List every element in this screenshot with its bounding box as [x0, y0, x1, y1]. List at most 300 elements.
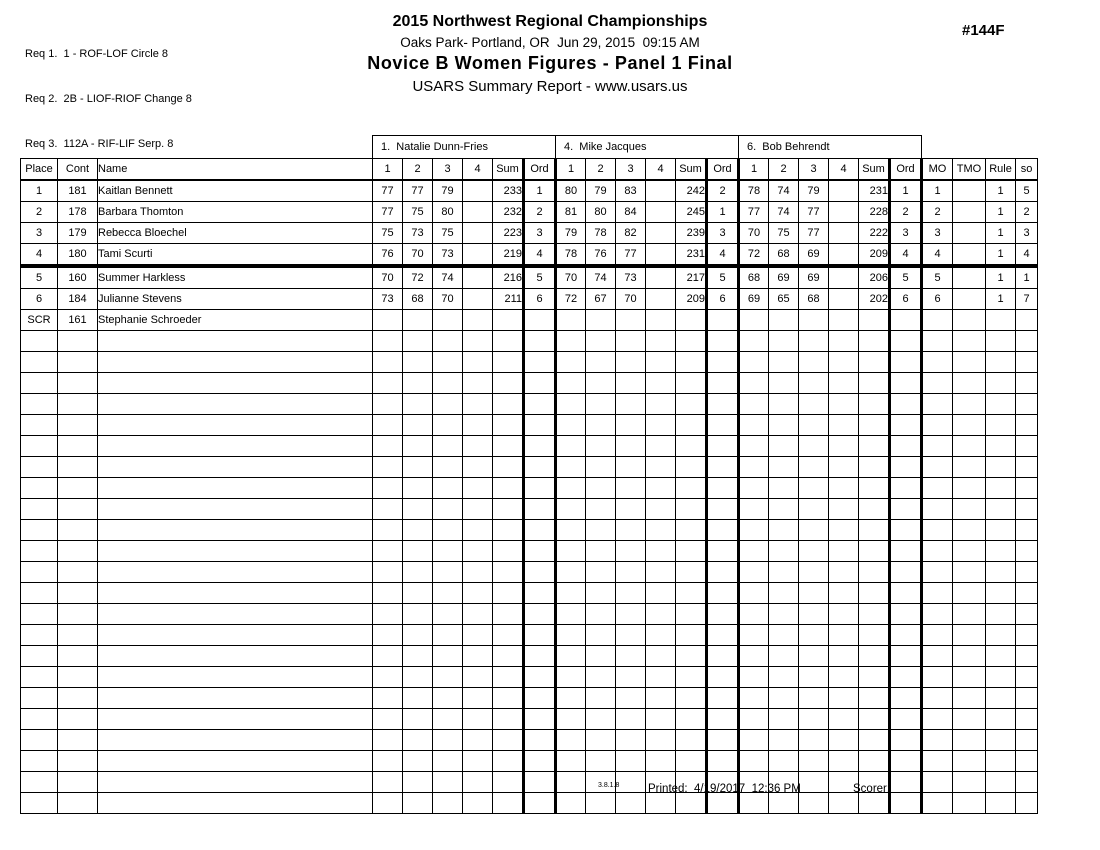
score-cell	[646, 562, 676, 583]
sum-cell	[859, 331, 890, 352]
score-cell	[739, 730, 769, 751]
ordinal-cell	[707, 751, 739, 772]
score-cell	[433, 415, 463, 436]
sum-cell: 232	[493, 202, 524, 223]
score-cell	[586, 667, 616, 688]
ordinal-cell: 2	[707, 180, 739, 202]
score-cell: 79	[586, 180, 616, 202]
score-cell	[646, 604, 676, 625]
score-cell	[739, 667, 769, 688]
sum-cell: 222	[859, 223, 890, 244]
score-cell	[463, 793, 493, 814]
sum-cell	[493, 331, 524, 352]
mo-cell	[922, 331, 953, 352]
score-cell	[769, 478, 799, 499]
score-cell	[556, 625, 586, 646]
score-cell	[556, 583, 586, 604]
sum-cell	[493, 688, 524, 709]
empty-row	[21, 562, 1038, 583]
table-row	[21, 180, 1038, 202]
mo-cell	[922, 310, 953, 331]
score-cell	[403, 604, 433, 625]
score-cell	[433, 751, 463, 772]
skater-name-cell: Julianne Stevens	[98, 289, 373, 310]
ordinal-cell: 3	[707, 223, 739, 244]
ordinal-cell	[524, 667, 556, 688]
score-cell	[616, 478, 646, 499]
place-header: Place	[21, 159, 58, 181]
score-cell	[373, 709, 403, 730]
score-cell	[463, 202, 493, 223]
sum-cell	[676, 457, 707, 478]
skater-name-cell: Stephanie Schroeder	[98, 310, 373, 331]
score-cell	[829, 436, 859, 457]
place-cell	[21, 436, 58, 457]
score-col-header: Ord	[524, 159, 556, 181]
contestant-number-cell	[58, 457, 98, 478]
empty-row	[21, 646, 1038, 667]
score-cell: 77	[799, 223, 829, 244]
score-cell	[463, 352, 493, 373]
so-cell	[1016, 499, 1038, 520]
score-cell	[403, 772, 433, 793]
tmo-cell	[953, 604, 986, 625]
score-col-header: Ord	[890, 159, 922, 181]
score-cell	[646, 478, 676, 499]
score-cell	[403, 331, 433, 352]
place-cell	[21, 646, 58, 667]
table-row	[21, 310, 1038, 331]
so-cell	[1016, 604, 1038, 625]
score-cell	[616, 604, 646, 625]
rule-cell	[986, 310, 1016, 331]
sum-cell	[859, 499, 890, 520]
score-cell: 75	[769, 223, 799, 244]
scorer-label: Scorer:	[853, 783, 891, 795]
score-cell	[829, 202, 859, 223]
place-cell	[21, 415, 58, 436]
contestant-number-cell	[58, 646, 98, 667]
ordinal-cell	[524, 331, 556, 352]
score-cell	[739, 625, 769, 646]
sum-cell	[859, 520, 890, 541]
rule-cell	[986, 415, 1016, 436]
so-cell	[1016, 772, 1038, 793]
score-cell	[799, 604, 829, 625]
score-cell	[463, 688, 493, 709]
score-cell	[403, 499, 433, 520]
empty-row	[21, 688, 1038, 709]
score-cell	[799, 331, 829, 352]
empty-row	[21, 730, 1038, 751]
ordinal-cell	[524, 688, 556, 709]
score-cell: 77	[616, 244, 646, 267]
table-body	[21, 180, 1038, 814]
sum-cell: 231	[676, 244, 707, 267]
skater-name-cell	[98, 646, 373, 667]
score-cell: 74	[586, 266, 616, 289]
rule-cell	[986, 730, 1016, 751]
score-cell	[616, 499, 646, 520]
score-cell: 68	[739, 266, 769, 289]
score-cell	[616, 562, 646, 583]
tmo-cell	[953, 520, 986, 541]
rule-cell: 1	[986, 244, 1016, 267]
score-cell	[586, 394, 616, 415]
contestant-number-cell	[58, 604, 98, 625]
score-cell	[403, 352, 433, 373]
mo-cell	[922, 499, 953, 520]
ordinal-cell: 6	[707, 289, 739, 310]
score-cell	[616, 751, 646, 772]
score-cell: 69	[799, 244, 829, 267]
score-cell	[463, 373, 493, 394]
skater-name-cell	[98, 541, 373, 562]
ordinal-cell	[890, 772, 922, 793]
sum-cell: 223	[493, 223, 524, 244]
sum-cell	[493, 667, 524, 688]
so-cell	[1016, 751, 1038, 772]
contestant-number-cell	[58, 583, 98, 604]
tmo-cell	[953, 730, 986, 751]
score-cell: 83	[616, 180, 646, 202]
skater-name-cell	[98, 751, 373, 772]
score-cell	[646, 244, 676, 267]
score-cell	[769, 436, 799, 457]
score-cell: 68	[769, 244, 799, 267]
sum-cell	[859, 751, 890, 772]
place-cell	[21, 478, 58, 499]
score-cell	[799, 583, 829, 604]
ordinal-cell	[890, 709, 922, 730]
score-cell: 80	[556, 180, 586, 202]
contestant-number-cell	[58, 730, 98, 751]
sum-cell	[676, 583, 707, 604]
place-cell	[21, 562, 58, 583]
score-cell	[616, 667, 646, 688]
score-cell: 73	[616, 266, 646, 289]
empty-row	[21, 499, 1038, 520]
ordinal-cell	[890, 520, 922, 541]
score-cell	[616, 793, 646, 814]
name-header: Name	[98, 159, 373, 181]
empty-row	[21, 604, 1038, 625]
skater-name-cell	[98, 688, 373, 709]
score-cell	[463, 646, 493, 667]
score-cell	[433, 499, 463, 520]
judge-header-row	[21, 136, 1038, 159]
ordinal-cell	[524, 793, 556, 814]
ordinal-cell	[707, 730, 739, 751]
score-cell	[463, 709, 493, 730]
ordinal-cell	[890, 310, 922, 331]
rule-cell	[986, 457, 1016, 478]
score-cell	[373, 415, 403, 436]
ordinal-cell	[890, 436, 922, 457]
ordinal-cell	[524, 625, 556, 646]
so-cell: 2	[1016, 202, 1038, 223]
place-cell	[21, 541, 58, 562]
score-cell	[646, 373, 676, 394]
sum-cell	[493, 352, 524, 373]
score-cell	[646, 352, 676, 373]
score-cell	[829, 180, 859, 202]
score-cell	[373, 730, 403, 751]
score-cell	[829, 751, 859, 772]
score-cell	[373, 751, 403, 772]
score-cell	[646, 436, 676, 457]
ordinal-cell	[707, 436, 739, 457]
sum-cell	[859, 646, 890, 667]
skater-name-cell	[98, 478, 373, 499]
score-cell	[739, 646, 769, 667]
score-cell	[739, 478, 769, 499]
score-cell	[739, 457, 769, 478]
score-cell: 74	[433, 266, 463, 289]
place-cell	[21, 625, 58, 646]
score-cell: 75	[403, 202, 433, 223]
score-cell	[433, 625, 463, 646]
score-cell: 68	[403, 289, 433, 310]
score-cell	[433, 373, 463, 394]
score-cell	[769, 625, 799, 646]
score-cell	[556, 730, 586, 751]
score-cell: 69	[769, 266, 799, 289]
score-cell	[739, 709, 769, 730]
score-col-header: Sum	[493, 159, 524, 181]
score-cell	[829, 394, 859, 415]
empty-row	[21, 625, 1038, 646]
ordinal-cell	[890, 394, 922, 415]
contestant-number-cell	[58, 415, 98, 436]
ordinal-cell	[707, 310, 739, 331]
ordinal-cell	[524, 310, 556, 331]
score-cell	[799, 709, 829, 730]
score-cell	[829, 352, 859, 373]
tmo-cell	[953, 478, 986, 499]
tmo-cell	[953, 373, 986, 394]
score-cell	[586, 520, 616, 541]
rule-cell	[986, 394, 1016, 415]
score-cell: 73	[433, 244, 463, 267]
ordinal-cell	[890, 352, 922, 373]
empty-row	[21, 709, 1038, 730]
ordinal-cell: 4	[707, 244, 739, 267]
tmo-cell	[953, 244, 986, 267]
sum-cell	[493, 478, 524, 499]
score-cell	[799, 730, 829, 751]
judge-header: 6. Bob Behrendt	[739, 136, 922, 159]
place-cell	[21, 457, 58, 478]
score-cell	[739, 499, 769, 520]
score-col-header: 3	[799, 159, 829, 181]
ordinal-cell	[524, 772, 556, 793]
score-cell	[799, 415, 829, 436]
score-cell	[646, 266, 676, 289]
score-cell	[403, 625, 433, 646]
score-cell	[556, 457, 586, 478]
score-cell	[646, 751, 676, 772]
ordinal-cell	[707, 499, 739, 520]
mo-cell	[922, 583, 953, 604]
score-cell	[769, 499, 799, 520]
score-cell	[646, 499, 676, 520]
score-cell	[556, 478, 586, 499]
score-cell	[373, 331, 403, 352]
place-cell	[21, 499, 58, 520]
ordinal-cell	[524, 457, 556, 478]
sum-cell: 239	[676, 223, 707, 244]
contestant-number-cell	[58, 478, 98, 499]
tmo-cell	[953, 457, 986, 478]
report-subtitle: USARS Summary Report - www.usars.us	[412, 78, 688, 95]
score-cell	[373, 688, 403, 709]
score-cell: 70	[556, 266, 586, 289]
score-cell	[646, 310, 676, 331]
score-cell	[799, 793, 829, 814]
score-cell	[829, 583, 859, 604]
sum-cell	[859, 667, 890, 688]
mo-cell	[922, 625, 953, 646]
sum-cell: 206	[859, 266, 890, 289]
score-cell	[556, 520, 586, 541]
ordinal-cell: 6	[524, 289, 556, 310]
score-cell	[586, 709, 616, 730]
tmo-cell	[953, 310, 986, 331]
empty-row	[21, 457, 1038, 478]
score-cell: 78	[586, 223, 616, 244]
ordinal-cell	[890, 583, 922, 604]
ordinal-cell	[890, 604, 922, 625]
score-col-header: 3	[616, 159, 646, 181]
mo-cell	[922, 478, 953, 499]
so-cell	[1016, 625, 1038, 646]
place-cell	[21, 394, 58, 415]
ordinal-cell: 5	[524, 266, 556, 289]
score-cell	[586, 373, 616, 394]
score-cell	[403, 646, 433, 667]
score-cell	[403, 520, 433, 541]
score-cell: 74	[769, 180, 799, 202]
score-col-header: 1	[739, 159, 769, 181]
sum-cell	[859, 562, 890, 583]
empty-row	[21, 394, 1038, 415]
skater-name-cell	[98, 730, 373, 751]
contestant-number-cell: 179	[58, 223, 98, 244]
place-cell	[21, 793, 58, 814]
cont-header: Cont	[58, 159, 98, 181]
mo-cell: 4	[922, 244, 953, 267]
so-cell	[1016, 688, 1038, 709]
score-cell	[403, 541, 433, 562]
requirement-line: Req 3. 112A - RIF-LIF Serp. 8	[25, 138, 174, 150]
empty-row	[21, 583, 1038, 604]
table-row	[21, 266, 1038, 289]
ordinal-cell	[524, 520, 556, 541]
venue-date-line: Oaks Park- Portland, OR Jun 29, 2015 09:15 AM	[400, 35, 700, 50]
so-cell	[1016, 478, 1038, 499]
sum-cell	[493, 415, 524, 436]
so-cell	[1016, 457, 1038, 478]
score-cell	[646, 667, 676, 688]
score-cell: 73	[373, 289, 403, 310]
tmo-cell	[953, 751, 986, 772]
contestant-number-cell	[58, 331, 98, 352]
score-cell	[463, 583, 493, 604]
sum-cell	[676, 478, 707, 499]
score-cell	[739, 604, 769, 625]
tmo-cell	[953, 541, 986, 562]
so-cell: 3	[1016, 223, 1038, 244]
sum-cell: 217	[676, 266, 707, 289]
judge-header: 4. Mike Jacques	[556, 136, 739, 159]
score-cell	[739, 688, 769, 709]
mo-cell	[922, 352, 953, 373]
ordinal-cell	[707, 394, 739, 415]
rule-cell: 1	[986, 289, 1016, 310]
ordinal-cell	[524, 541, 556, 562]
place-cell: 3	[21, 223, 58, 244]
place-cell	[21, 520, 58, 541]
sum-cell	[859, 793, 890, 814]
ordinal-cell	[524, 478, 556, 499]
ordinal-cell	[707, 373, 739, 394]
software-version: 3.8.1.8	[598, 782, 620, 789]
judge-header: 1. Natalie Dunn-Fries	[373, 136, 556, 159]
place-cell	[21, 667, 58, 688]
rule-cell: 1	[986, 223, 1016, 244]
score-cell	[373, 604, 403, 625]
sum-cell: 233	[493, 180, 524, 202]
ordinal-cell	[707, 331, 739, 352]
printed-label: Printed:	[648, 783, 688, 795]
sum-cell	[676, 751, 707, 772]
score-cell	[463, 751, 493, 772]
ordinal-cell: 3	[524, 223, 556, 244]
score-col-header: Ord	[707, 159, 739, 181]
score-cell	[586, 310, 616, 331]
contestant-number-cell	[58, 373, 98, 394]
score-cell	[556, 373, 586, 394]
score-cell	[646, 541, 676, 562]
score-cell	[769, 667, 799, 688]
ordinal-cell: 1	[890, 180, 922, 202]
score-cell	[586, 499, 616, 520]
mo-cell	[922, 373, 953, 394]
score-cell	[556, 793, 586, 814]
score-cell	[433, 436, 463, 457]
contestant-number-cell: 180	[58, 244, 98, 267]
score-cell	[556, 499, 586, 520]
score-cell	[463, 541, 493, 562]
score-cell	[769, 562, 799, 583]
score-cell	[616, 310, 646, 331]
tmo-cell	[953, 646, 986, 667]
score-cell	[373, 793, 403, 814]
sum-cell	[493, 625, 524, 646]
score-cell	[739, 583, 769, 604]
sum-cell	[493, 541, 524, 562]
requirement-line: Req 2. 2B - LIOF-RIOF Change 8	[25, 93, 192, 105]
score-cell	[463, 520, 493, 541]
score-cell	[463, 180, 493, 202]
score-cell	[433, 793, 463, 814]
ordinal-cell	[890, 373, 922, 394]
score-cell	[829, 793, 859, 814]
mo-cell	[922, 646, 953, 667]
contestant-number-cell: 161	[58, 310, 98, 331]
score-cell	[616, 457, 646, 478]
